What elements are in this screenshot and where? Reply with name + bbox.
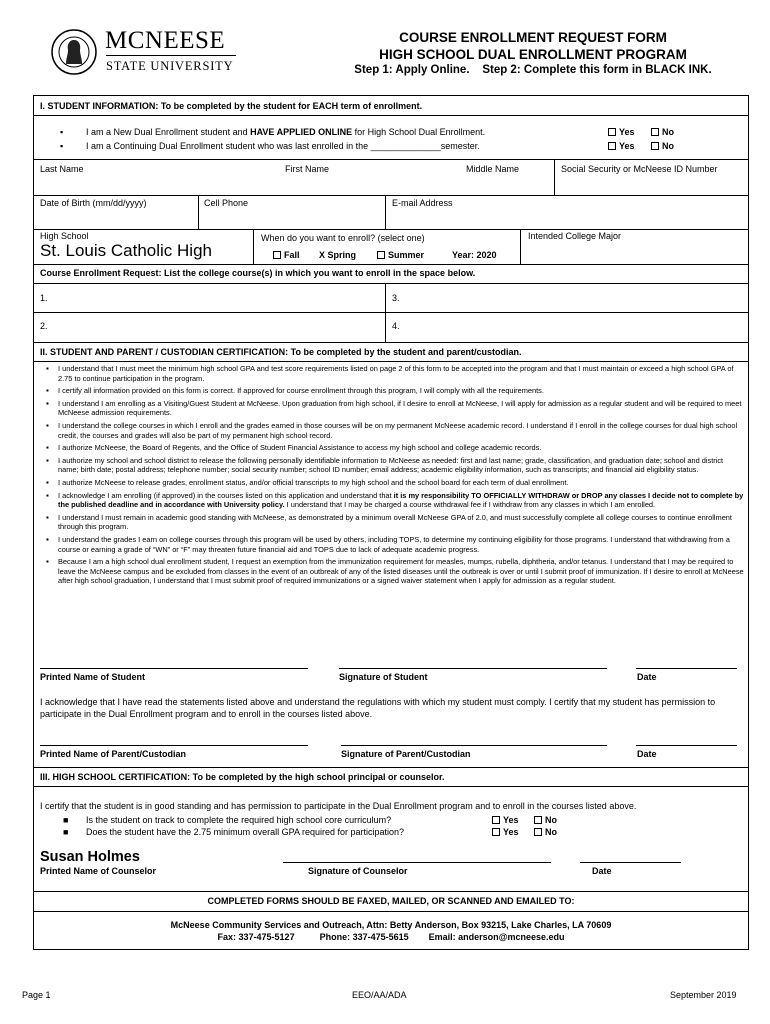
cert-item: ▪ I understand the grades I earn on college courses through this program will be used by others, including TOPS, to determine my continuing eligibility for those programs. I understand that withdrawing from a course or earning a grade of “WN” or “F” may threaten future financial aid and TOPS due to lack of adequate academic progress. bbox=[44, 535, 744, 554]
term-spring-option[interactable]: X Spring bbox=[319, 250, 357, 260]
step-1: Step 1: Apply Online. bbox=[354, 64, 470, 76]
student-signature-field[interactable]: Signature of Student bbox=[339, 672, 428, 682]
course-slot-3[interactable]: 3. bbox=[392, 293, 400, 303]
first-name-field[interactable]: First Name bbox=[285, 164, 330, 174]
submit-contact bbox=[33, 932, 749, 942]
university-seal-icon bbox=[50, 28, 98, 76]
counselor-date-field[interactable]: Date bbox=[592, 866, 612, 876]
continuing-student-question: ▪ I am a Continuing Dual Enrollment student who was last enrolled in the ______________semester. bbox=[60, 141, 480, 151]
submit-heading: COMPLETED FORMS SHOULD BE FAXED, MAILED, OR SCANNED AND EMAILED TO: bbox=[207, 896, 575, 906]
course-slot-4[interactable]: 4. bbox=[392, 321, 400, 331]
continuing-student-yes[interactable]: Yes bbox=[608, 141, 635, 151]
section-1-heading: I. STUDENT INFORMATION: To be completed by the student for EACH term of enrollment. bbox=[40, 101, 423, 111]
section-3-heading: III. HIGH SCHOOL CERTIFICATION: To be completed by the high school principal or counselor. bbox=[40, 772, 445, 782]
core-no[interactable]: No bbox=[534, 815, 557, 825]
gpa-no[interactable]: No bbox=[534, 827, 557, 837]
fax-number: Fax: 337-475-5127 bbox=[217, 932, 295, 942]
logo-wordmark: MCNEESE bbox=[105, 27, 226, 54]
course-slot-1[interactable]: 1. bbox=[40, 293, 48, 303]
dob-field[interactable]: Date of Birth (mm/dd/yyyy) bbox=[40, 198, 147, 208]
cert-item: ▪ I understand the college courses in which I enroll and the grades earned in those courses will be on my permanent McNeese academic record. I understand if I enroll in the college courses for dual high school credit, the courses and grades will also be part of my permanent high school record. bbox=[44, 421, 744, 440]
footer-eeo: EEO/AA/ADA bbox=[352, 990, 407, 1000]
step-instructions bbox=[300, 64, 766, 76]
program-title: HIGH SCHOOL DUAL ENROLLMENT PROGRAM bbox=[379, 47, 687, 62]
middle-name-field[interactable]: Middle Name bbox=[466, 164, 520, 174]
parent-acknowledgement: I acknowledge that I have read the statements listed above and understand the regulations with which my student must comply. I certify that my student has permission to participate in the Dual Enrollment program and to enroll in the courses listed above. bbox=[40, 697, 716, 719]
parent-signature-field[interactable]: Signature of Parent/Custodian bbox=[341, 749, 471, 759]
counselor-name-value[interactable]: Susan Holmes bbox=[40, 849, 140, 865]
step-2: Step 2: Complete this form in BLACK INK. bbox=[482, 64, 712, 76]
cert-item: ▪ I understand that I must meet the minimum high school GPA and test score requirements listed on page 2 of this form to be accepted into the program and that I must maintain or exceed a high school GPA of 2.75 to continue participation in the program. bbox=[44, 364, 744, 383]
core-curriculum-question: ■ Is the student on track to complete the required high school core curriculum? bbox=[63, 815, 392, 825]
term-summer-option[interactable]: Summer bbox=[377, 250, 424, 260]
cert-item: ▪ I authorize my school and school district to release the following personally identifiable information to McNeese as needed: first and last name; grade, classification, and graduation date; school and district name; birth date; postal address; telephone number; social security number; school ID number; email address; academic eligibility information, such as transcripts; and financial aid eligibility status. bbox=[44, 456, 744, 475]
contact-email[interactable]: Email: anderson@mcneese.edu bbox=[428, 932, 565, 942]
footer-date: September 2019 bbox=[670, 990, 737, 1000]
printed-counselor-label: Printed Name of Counselor bbox=[40, 866, 157, 876]
cert-item: ▪ I certify all information provided on this form is correct. If approved for course enrollment through this program, I will comply with all the requirements. bbox=[44, 386, 744, 396]
term-fall-option[interactable]: Fall bbox=[273, 250, 300, 260]
high-school-value[interactable]: St. Louis Catholic High bbox=[40, 241, 212, 260]
last-name-field[interactable]: Last Name bbox=[40, 164, 84, 174]
new-student-yes[interactable]: Yes bbox=[608, 127, 635, 137]
college-major-field[interactable]: Intended College Major bbox=[528, 231, 622, 241]
phone-number: Phone: 337-475-5615 bbox=[319, 932, 409, 942]
cert-item: ▪ I authorize McNeese, the Board of Regents, and the Office of Student Financial Assistance to access my high school and college academic records. bbox=[44, 443, 744, 453]
printed-parent-name-field[interactable]: Printed Name of Parent/Custodian bbox=[40, 749, 187, 759]
new-student-question: ▪ I am a New Dual Enrollment student and HAVE APPLIED ONLINE for High School Dual Enrollment. bbox=[60, 127, 486, 137]
student-date-field[interactable]: Date bbox=[637, 672, 657, 682]
continuing-student-no[interactable]: No bbox=[651, 141, 674, 151]
logo-subtitle: STATE UNIVERSITY bbox=[106, 59, 234, 73]
ssn-field[interactable]: Social Security or McNeese ID Number bbox=[561, 164, 718, 174]
enroll-when-label: When do you want to enroll? (select one) bbox=[261, 233, 425, 243]
certification-list bbox=[44, 364, 744, 586]
course-slot-2[interactable]: 2. bbox=[40, 321, 48, 331]
high-school-label: High School bbox=[40, 231, 89, 241]
printed-student-name-field[interactable]: Printed Name of Student bbox=[40, 672, 146, 682]
page-number: Page 1 bbox=[22, 990, 51, 1000]
form-title: COURSE ENROLLMENT REQUEST FORM bbox=[399, 30, 667, 45]
cert-item-withdraw: ▪ I acknowledge I am enrolling (if approved) in the courses listed on this application and understand that it is my responsibility TO OFFICIALLY WITHDRAW or DROP any classes I decide not to complete by the published deadline and in accordance with University policy. I understand that I may be charged a course withdrawal fee if I withdraw from any classes in which I am enrolled. bbox=[44, 491, 744, 510]
submit-address: McNeese Community Services and Outreach, Attn: Betty Anderson, Box 93215, Lake Charles, LA 70609 bbox=[170, 920, 612, 930]
gpa-question: ■ Does the student have the 2.75 minimum overall GPA required for participation? bbox=[63, 827, 405, 837]
cert-item: ▪ I understand I am enrolling as a Visiting/Guest Student at McNeese. Upon graduation from high school, if I desire to enroll at McNeese, I will apply for admission as a regular student and will be required to meet McNeese admission requirements. bbox=[44, 399, 744, 418]
logo bbox=[50, 26, 240, 78]
gpa-yes[interactable]: Yes bbox=[492, 827, 519, 837]
section-2-heading: II. STUDENT AND PARENT / CUSTODIAN CERTIFICATION: To be completed by the student and parent/custodian. bbox=[40, 347, 522, 357]
cert-item: ▪ I understand I must remain in academic good standing with McNeese, as demonstrated by a minimum overall McNeese GPA of 2.0, and must successfully complete all college courses to continue enrollment through this program. bbox=[44, 513, 744, 532]
email-field[interactable]: E-mail Address bbox=[392, 198, 453, 208]
cert-item: ▪ Because I am a high school dual enrollment student, I request an exemption from the immunization requirement for measles, mumps, rubella, diphtheria, and/or tetanus. I understand that I may be required to leave the McNeese campus and be excluded from classes in the event of an outbreak of any of the listed diseases until the outbreak is over or until I submit proof of immunization. If I desire to enroll at McNeese after high school graduation, I understand that I must submit proof of required immunizations or a signed waiver statement when I apply for admission as a regular student. bbox=[44, 557, 744, 586]
core-yes[interactable]: Yes bbox=[492, 815, 519, 825]
cert-item: ▪ I authorize McNeese to release grades, enrollment status, and/or official transcripts to my high school and the school board for each term of dual enrollment. bbox=[44, 478, 744, 488]
new-student-no[interactable]: No bbox=[651, 127, 674, 137]
course-request-heading: Course Enrollment Request: List the college course(s) in which you want to enroll in the space below. bbox=[40, 268, 476, 278]
parent-date-field[interactable]: Date bbox=[637, 749, 657, 759]
year-field[interactable]: Year: 2020 bbox=[452, 250, 497, 260]
counselor-signature-field[interactable]: Signature of Counselor bbox=[308, 866, 408, 876]
cell-phone-field[interactable]: Cell Phone bbox=[204, 198, 249, 208]
counselor-certify: I certify that the student is in good standing and has permission to participate in the Dual Enrollment program and to enroll in the courses listed above. bbox=[40, 801, 637, 811]
